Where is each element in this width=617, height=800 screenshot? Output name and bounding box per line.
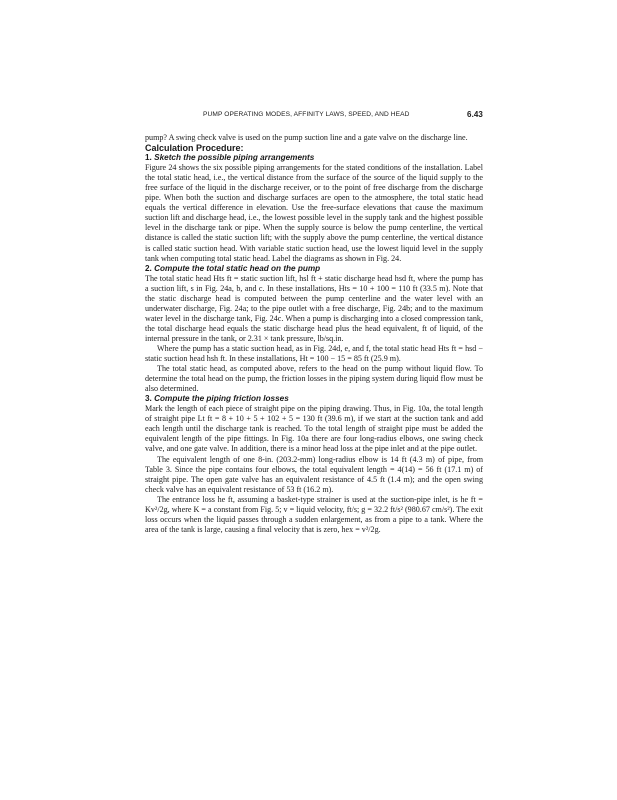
intro-paragraph: pump? A swing check valve is used on the pump suction line and a gate valve on the discharge line. — [145, 133, 468, 142]
body-paragraph: The entrance loss he ft, assuming a basket-type strainer is used at the suction-pipe inlet, is he ft = Kv²/2g, where K = a constant from Fig. 5; v = liquid velocity, ft/s; g = 32.2 ft/s² (980.67 cm/s²). The exit loss occurs when the liquid passes through a sudden enlargement, as from a pipe to a tank. Where the area of the tank is large, causing a final velocity that is zero, hex = v²/2g. — [145, 494, 483, 534]
step-heading — [145, 153, 483, 163]
step-heading — [145, 264, 483, 274]
step-number: 3. — [145, 394, 152, 404]
body-paragraph: The total static head Hts ft = static suction lift, hsl ft + static discharge head hsd ft, where the pump has a suction lift, s in Fig. 24a, b, and c. In these installations, Hts = 10 + 100 = 110 ft (33.5 m). Note that the static discharge head is computed between the pump centerline and the water level with an underwater discharge, Fig. 24a; to the pipe outlet with a free discharge, Fig. 24b; and to the maximum water level in the discharge tank, Fig. 24c. When a pump is discharging into a closed compression tank, the total discharge head equals the static discharge head plus the head equivalent, ft of liquid, of the internal pressure in the tank, or 2.31 × tank pressure, lb/sq.in. — [145, 273, 483, 343]
body-paragraph: The total static head, as computed above, refers to the head on the pump without liquid flow. To determine the total head on the pump, the friction losses in the piping system during liquid flow must be also determined. — [145, 364, 483, 394]
step-title: Sketch the possible piping arrangements — [154, 153, 315, 163]
page-number: 6.43 — [467, 110, 483, 119]
step-title: Compute the total static head on the pump — [154, 263, 321, 273]
step-number: 1. — [145, 153, 152, 163]
step-heading — [145, 394, 483, 404]
calculation-procedure-heading: Calculation Procedure: — [145, 143, 244, 154]
page-body — [145, 133, 483, 535]
body-paragraph: Where the pump has a static suction head, as in Fig. 24d, e, and f, the total static head Hts ft = hsd − static suction head hsh ft. In these installations, Ht = 100 − 15 = 85 ft (25.9 m). — [145, 343, 483, 364]
body-paragraph: The equivalent length of one 8-in. (203.2-mm) long-radius elbow is 14 ft (4.3 m) of pipe, from Table 3. Since the pipe contains four elbows, the total equivalent length = 4(14) = 56 ft (17.1 m) of straight pipe. The open gate valve has an equivalent resistance of 4.5 ft (1.4 m); and the open swing check valve has an equivalent resistance of 53 ft (16.2 m). — [145, 454, 483, 494]
step-title: Compute the piping friction losses — [154, 394, 289, 404]
step-number: 2. — [145, 263, 152, 273]
body-paragraph: Mark the length of each piece of straight pipe on the piping drawing. Thus, in Fig. 10a, the total length of straight pipe Lt ft = 8 + 10 + 5 + 102 + 5 = 130 ft (39.6 m), if we start at the suction tank and add each length until the discharge tank is reached. To the total length of straight pipe must be added the equivalent length of the pipe fittings. In Fig. 10a there are four long-radius elbows, one swing check valve, and one gate valve. In addition, there is a minor head loss at the pipe inlet and at the pipe outlet. — [145, 404, 483, 454]
body-paragraph: Figure 24 shows the six possible piping arrangements for the stated conditions of the installation. Label the total static head, i.e., the vertical distance from the surface of the source of the liquid supply to the free surface of the liquid in the discharge receiver, or to the point of free discharge from the discharge pipe. When both the suction and discharge surfaces are open to the atmosphere, the total static head equals the vertical difference in elevation. Use the free-surface elevations that cause the maximum suction lift and discharge head, i.e., the lowest possible level in the supply tank and the highest possible level in the discharge tank or pipe. When the supply source is below the pump centerline, the vertical distance is called the static suction lift; with the supply above the pump centerline, the vertical distance is called static suction head. With variable static suction head, use the lowest liquid level in the supply tank when computing total static head. Label the diagrams as shown in Fig. 24. — [145, 163, 483, 263]
running-header-title: PUMP OPERATING MODES, AFFINITY LAWS, SPEED, AND HEAD — [203, 111, 410, 118]
